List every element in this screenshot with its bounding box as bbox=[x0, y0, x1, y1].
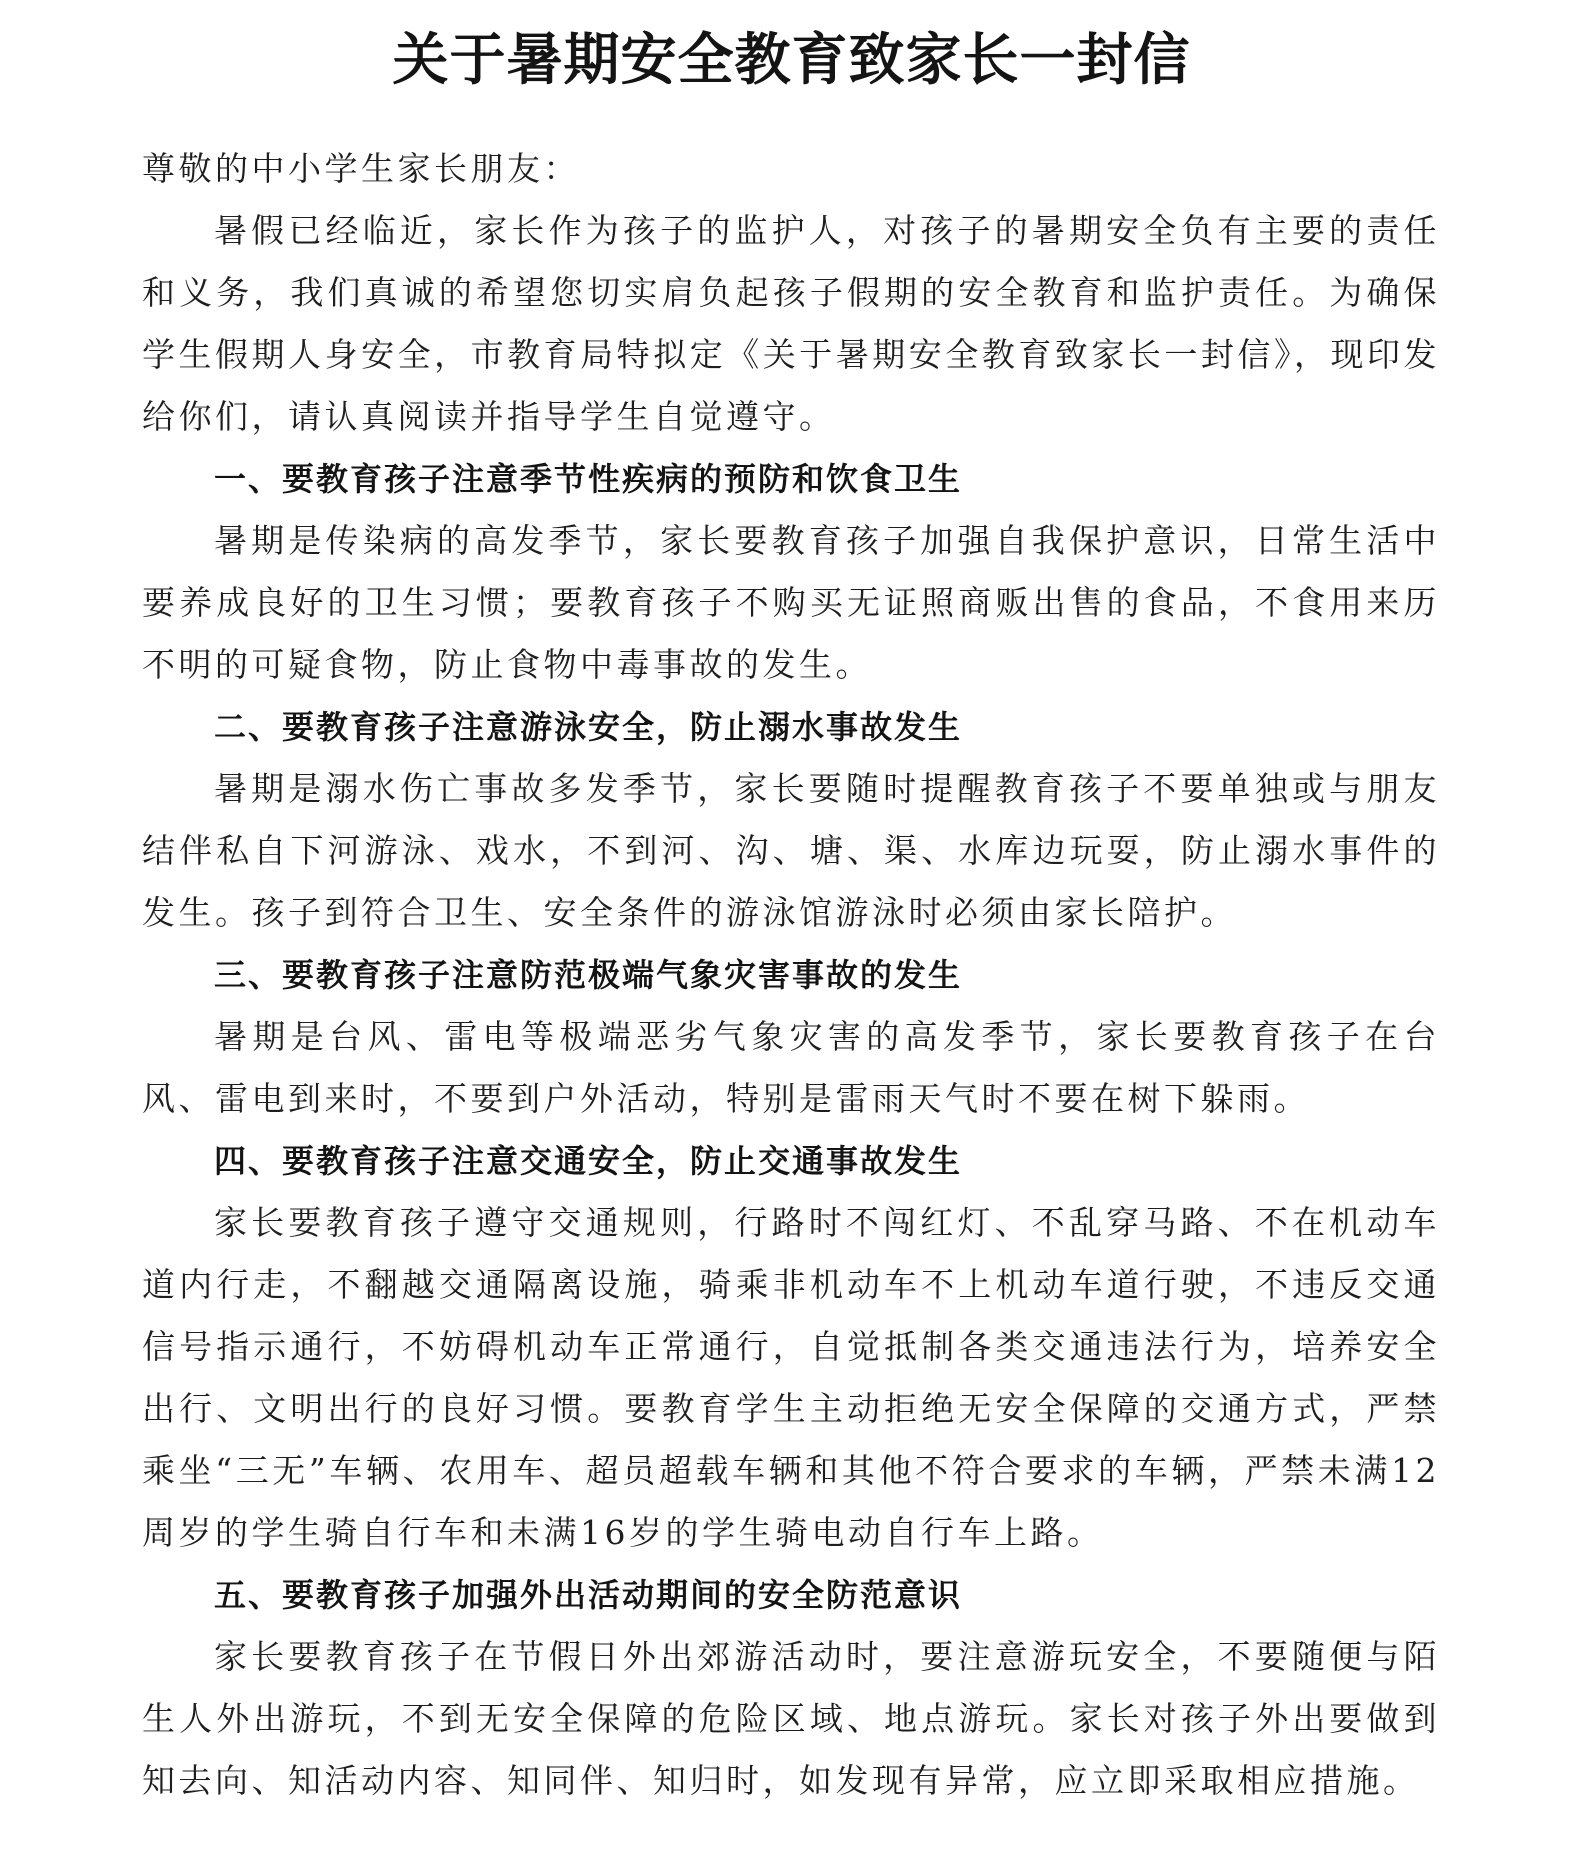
section-1-heading: 一、要教育孩子注意季节性疾病的预防和饮食卫生 bbox=[214, 460, 963, 498]
section-2-body: 暑期是溺水伤亡事故多发季节，家长要随时提醒教育孩子不要单独或与朋友结伴私自下河游泳、戏水，不到河、沟、塘、渠、水库边玩耍，防止溺水事件的发生。孩子到符合卫生、安全条件的游泳馆游泳时必须由家长陪护。 bbox=[142, 769, 1440, 932]
intro-paragraph: 暑假已经临近，家长作为孩子的监护人，对孩子的暑期安全负有主要的责任和义务，我们真诚的希望您切实肩负起孩子假期的安全教育和监护责任。为确保学生假期人身安全，市教育局特拟定《关于暑期安全教育致家长一封信》，现印发给你们，请认真阅读并指导学生自觉遵守。 bbox=[142, 211, 1440, 436]
section-4-body: 家长要教育孩子遵守交通规则，行路时不闯红灯、不乱穿马路、不在机动车道内行走，不翻越交通隔离设施，骑乘非机动车不上机动车道行驶，不违反交通信号指示通行，不妨碍机动车正常通行，自觉抵制各类交通违法行为，培养安全出行、文明出行的良好习惯。要教育学生主动拒绝无安全保障的交通方式，严禁乘坐“三无”车辆、农用车、超员超载车辆和其他不符合要求的车辆，严禁未满12周岁的学生骑自行车和未满16岁的学生骑电动自行车上路。 bbox=[142, 1203, 1440, 1552]
letter-body bbox=[142, 138, 1440, 1812]
section-5-heading: 五、要教育孩子加强外出活动期间的安全防范意识 bbox=[214, 1576, 963, 1614]
section-3-body: 暑期是台风、雷电等极端恶劣气象灾害的高发季节，家长要教育孩子在台风、雷电到来时，不要到户外活动，特别是雷雨天气时不要在树下躲雨。 bbox=[142, 1017, 1440, 1118]
section-3-heading: 三、要教育孩子注意防范极端气象灾害事故的发生 bbox=[214, 956, 963, 994]
document-title: 关于暑期安全教育致家长一封信 bbox=[392, 27, 1191, 93]
section-1-body: 暑期是传染病的高发季节，家长要教育孩子加强自我保护意识，日常生活中要养成良好的卫生习惯；要教育孩子不购买无证照商贩出售的食品，不食用来历不明的可疑食物，防止食物中毒事故的发生。 bbox=[142, 521, 1440, 684]
section-2-heading: 二、要教育孩子注意游泳安全，防止溺水事故发生 bbox=[214, 708, 963, 746]
section-5-body: 家长要教育孩子在节假日外出郊游活动时，要注意游玩安全，不要随便与陌生人外出游玩，不到无安全保障的危险区域、地点游玩。家长对孩子外出要做到知去向、知活动内容、知同伴、知归时，如发现有异常，应立即采取相应措施。 bbox=[142, 1637, 1440, 1800]
section-4-heading: 四、要教育孩子注意交通安全，防止交通事故发生 bbox=[214, 1142, 963, 1180]
salutation: 尊敬的中小学生家长朋友： bbox=[142, 149, 580, 188]
